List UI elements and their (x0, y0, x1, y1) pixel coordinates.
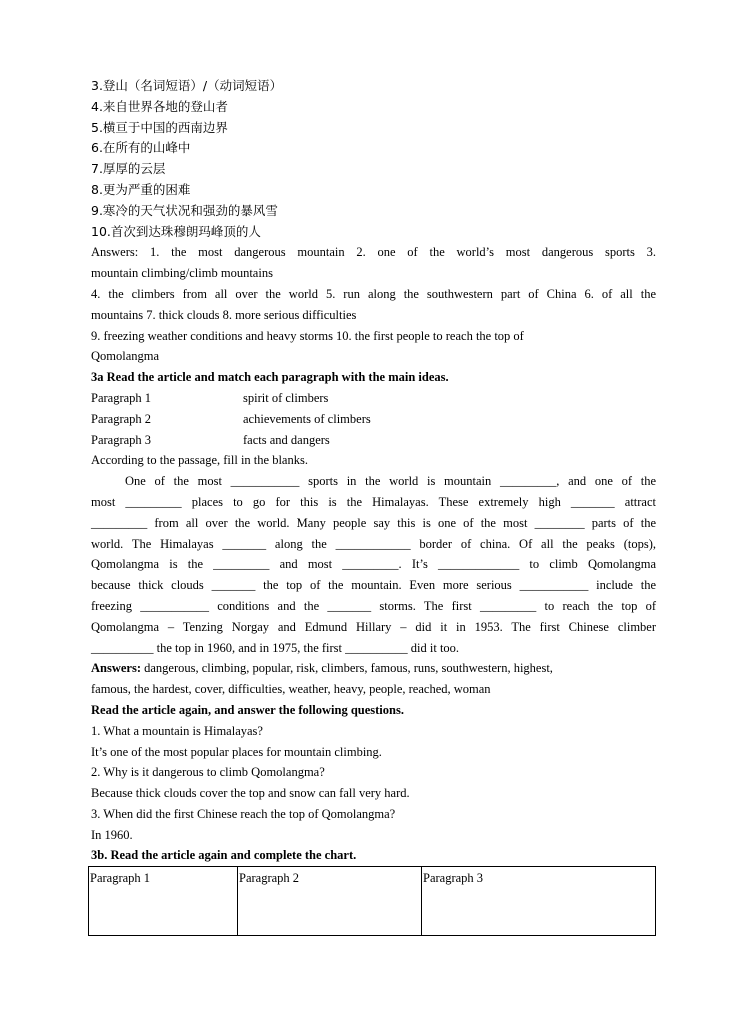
phrase-item: 8.更为严重的困难 (91, 181, 191, 197)
chart-cell-paragraph-3[interactable]: Paragraph 3 (422, 867, 656, 936)
passage-line: One of the most ___________ sports in the world is mountain _________, and one of the (125, 474, 656, 489)
phrase-item: 10.首次到达珠穆朗玛峰顶的人 (91, 223, 261, 239)
task-3a-heading: 3a Read the article and match each paragraph with the main ideas. (91, 370, 449, 385)
table-row (89, 867, 656, 936)
cloze-passage (91, 471, 656, 658)
chart-cell-paragraph-1[interactable]: Paragraph 1 (89, 867, 238, 936)
phrase-item: 3.登山（名词短语）/（动词短语） (91, 78, 283, 93)
match-row (91, 430, 656, 451)
phrase-item: 5.横亘于中国的西南边界 (91, 119, 228, 135)
cloze-answers-cont: famous, the hardest, cover, difficulties, weather, heavy, people, reached, woman (91, 682, 491, 697)
passage-line: Qomolangma is the _________ and most _________. It’s _____________ to climb Qomolangma (91, 557, 656, 572)
paragraph-label: Paragraph 1 (91, 390, 152, 405)
answer-line: mountain climbing/climb mountains (91, 266, 273, 281)
phrase-item: 9.寒冷的天气状况和强劲的暴风雪 (91, 202, 278, 218)
questions-heading: Read the article again, and answer the following questions. (91, 702, 404, 717)
paragraph-label: Paragraph 2 (91, 411, 152, 426)
phrase-item: 7.厚厚的云层 (91, 161, 166, 177)
passage-line: _________ from all over the world. Many people say this is one of the most ________ parts of the (91, 515, 656, 530)
answer-1: It’s one of the most popular places for mountain climbing. (91, 744, 382, 759)
match-row (91, 388, 656, 409)
answers-label: Answers: (91, 661, 141, 676)
answer-2: Because thick clouds cover the top and snow can fall very hard. (91, 786, 410, 801)
answer-line: Answers: 1. the most dangerous mountain 2. one of the world’s most dangerous sports 3. (91, 245, 656, 260)
passage-line: world. The Himalayas _______ along the ____________ border of china. Of all the peaks (tops), (91, 536, 656, 551)
task-3b-heading: 3b. Read the article again and complete the chart. (91, 848, 357, 863)
chart-cell-paragraph-2[interactable]: Paragraph 2 (238, 867, 422, 936)
answer-line: mountains 7. thick clouds 8. more serious difficulties (91, 307, 357, 322)
main-idea: achievements of climbers (243, 411, 371, 426)
phrase-answers (91, 242, 656, 367)
phrase-item: 4.来自世界各地的登山者 (91, 98, 228, 114)
main-idea: spirit of climbers (243, 390, 329, 405)
answer-line: 9. freezing weather conditions and heavy storms 10. the first people to reach the top of (91, 328, 524, 343)
fill-blanks-instruction: According to the passage, fill in the blanks. (91, 453, 308, 468)
chinese-phrase-list (91, 76, 656, 242)
question-2: 2. Why is it dangerous to climb Qomolangma? (91, 765, 325, 780)
main-idea: facts and dangers (243, 432, 330, 447)
passage-line: freezing ___________ conditions and the _______ storms. The first _________ to reach the top of (91, 598, 656, 613)
passage-line: because thick clouds _______ the top of the mountain. Even more serious ___________ include the (91, 578, 656, 593)
paragraph-chart-table (88, 866, 656, 936)
passage-line: __________ the top in 1960, and in 1975, the first __________ did it too. (91, 640, 460, 655)
question-1: 1. What a mountain is Himalayas? (91, 723, 263, 738)
match-row (91, 409, 656, 430)
worksheet-page (91, 76, 656, 866)
passage-line: Qomolangma – Tenzing Norgay and Edmund Hillary – did it in 1953. The first Chinese climber (91, 619, 656, 634)
answers-text: dangerous, climbing, popular, risk, climbers, famous, runs, southwestern, highest, (141, 661, 553, 676)
cloze-answers (91, 658, 656, 679)
paragraph-label: Paragraph 3 (91, 432, 152, 447)
phrase-item: 6.在所有的山峰中 (91, 140, 191, 156)
answer-line: 4. the climbers from all over the world 5. run along the southwestern part of China 6. of all the (91, 286, 656, 301)
question-3: 3. When did the first Chinese reach the top of Qomolangma? (91, 806, 396, 821)
answer-line: Qomolangma (91, 349, 160, 364)
passage-line: most _________ places to go for this is the Himalayas. These extremely high _______ attract (91, 494, 656, 509)
answer-3: In 1960. (91, 827, 133, 842)
